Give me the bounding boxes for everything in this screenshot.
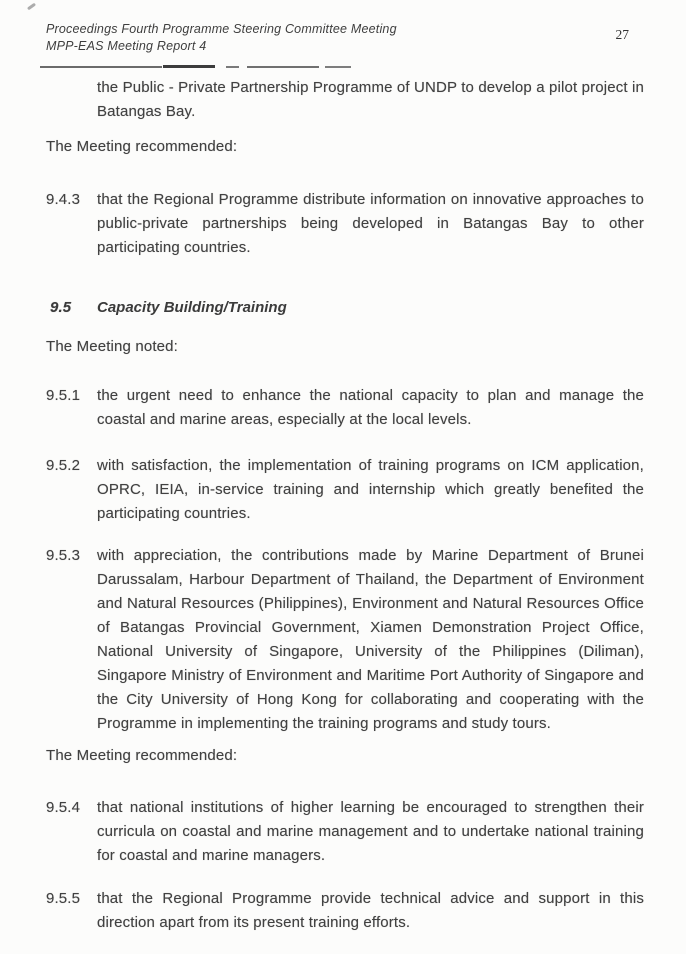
rule-segment <box>226 66 239 68</box>
rule-segment <box>40 66 162 68</box>
item-number: 9.5.4 <box>46 799 81 816</box>
numbered-item-9-5-5 <box>46 887 644 935</box>
numbered-item-9-5-2 <box>46 454 644 526</box>
heading-number: 9.5 <box>50 299 72 316</box>
item-text: with satisfaction, the implementation of training programs on ICM application, OPRC, IEIA, in-service training and internship which greatly benefited the participating countries. <box>97 457 644 522</box>
rule-segment <box>247 66 319 68</box>
item-text: with appreciation, the contributions made by Marine Department of Brunei Darussalam, Harbour Department of Thailand, the Department of Environment and Natural Resources (Philippines), Environment and Natural Resources Office of Batangas Provincial Government, Xiamen Demonstration Project Office, National University of Singapore, University of the Philippines (Diliman), Singapore Ministry of Environment and Maritime Port Authority of Singapore and the City University of Hong Kong for collaborating and cooperating with the Programme in implementing the training programs and study tours. <box>97 547 644 732</box>
running-header <box>46 21 397 55</box>
item-text: that the Regional Programme distribute information on innovative approaches to public-private partnerships being developed in Batangas Bay to other participating countries. <box>97 191 644 256</box>
header-line-2: MPP-EAS Meeting Report 4 <box>46 39 207 53</box>
rule-segment <box>163 65 215 68</box>
scan-speck <box>27 3 36 11</box>
paragraph-continuation: the Public - Private Partnership Programme of UNDP to develop a pilot project in Batangas Bay. <box>97 79 644 120</box>
page-number: 27 <box>615 27 629 42</box>
item-number: 9.5.2 <box>46 457 81 474</box>
numbered-item-9-5-4 <box>46 796 644 868</box>
item-number: 9.4.3 <box>46 191 81 208</box>
item-text: the urgent need to enhance the national capacity to plan and manage the coastal and marine areas, especially at the local levels. <box>97 387 644 428</box>
document-body <box>46 76 644 935</box>
item-text: that national institutions of higher learning be encouraged to strengthen their curricula on coastal and marine management and to undertake national training for coastal and marine managers. <box>97 799 644 864</box>
numbered-item-9-5-3 <box>46 544 644 736</box>
numbered-item-9-4-3 <box>46 188 644 260</box>
item-number: 9.5.1 <box>46 387 81 404</box>
lead-line-recommended-2: The Meeting recommended: <box>46 747 238 764</box>
heading-label: Capacity Building/Training <box>97 299 287 316</box>
item-number: 9.5.5 <box>46 890 81 907</box>
header-rule <box>40 65 644 68</box>
lead-line-recommended: The Meeting recommended: <box>46 138 238 155</box>
item-text: that the Regional Programme provide technical advice and support in this direction apart from its present training efforts. <box>97 890 644 931</box>
header-line-1: Proceedings Fourth Programme Steering Committee Meeting <box>46 22 397 36</box>
page-header <box>46 21 644 55</box>
lead-line-noted: The Meeting noted: <box>46 338 178 355</box>
item-number: 9.5.3 <box>46 547 81 564</box>
rule-segment <box>325 66 351 68</box>
section-heading-9-5 <box>46 296 644 320</box>
numbered-item-9-5-1 <box>46 384 644 432</box>
